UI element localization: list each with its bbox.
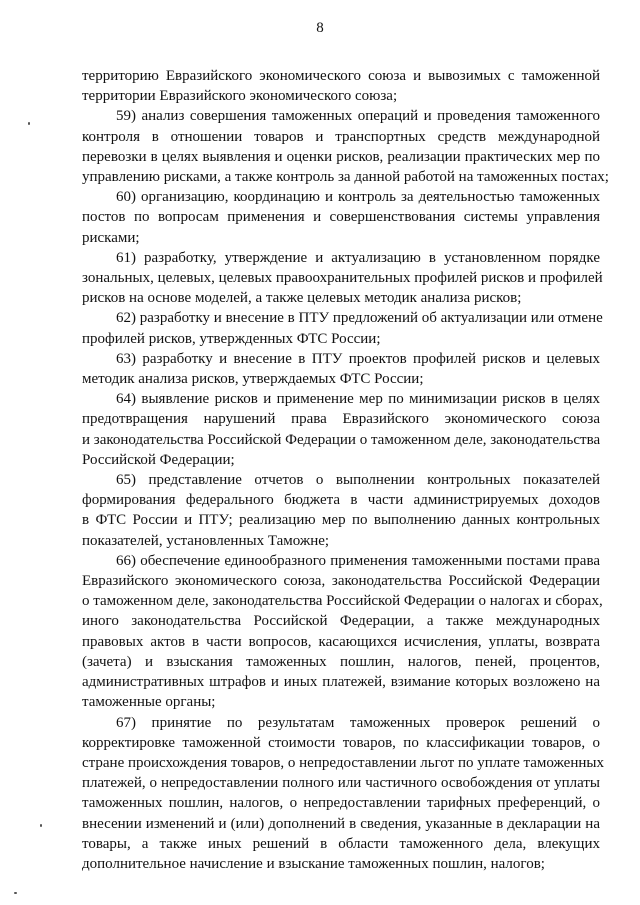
text-line: товары, а также иных решений в области таможенного дела, влекущих [82,835,600,852]
text-line: рисков на основе моделей, а также целевых методик анализа рисков; [82,290,522,307]
text-line: о таможенном деле, законодательства Российской Федерации о налогах и сборах, [82,593,603,610]
text-line: показателей, установленных Таможне; [82,532,330,549]
text-line: таможенных пошлин, налогов, о непредоставлении тарифных преференций, о [82,795,600,812]
text-line: 61) разработку, утверждение и актуализацию в установленном порядке [116,249,600,266]
text-line: профилей рисков, утвержденных ФТС России; [82,330,381,347]
text-line: контроля в отношении товаров и транспортных средств международной [82,128,600,145]
scan-mark [28,122,30,125]
text-line: 60) организацию, координацию и контроль за деятельностью таможенных [116,189,600,206]
document-body [82,66,609,874]
text-line: дополнительное начисление и взыскание таможенных пошлин, налогов; [82,855,545,872]
text-line: внесении изменений и (или) дополнений в сведения, указанные в декларации на [82,815,600,832]
paragraph [82,551,603,713]
paragraph [82,389,600,470]
text-line: 66) обеспечение единообразного применения таможенными постами права [116,552,600,569]
paragraph [82,187,600,248]
text-line: Евразийского экономического союза, законодательства Российской Федерации [82,573,600,590]
paragraph [82,248,603,309]
text-line: 67) принятие по результатам таможенных проверок решений о [116,714,600,731]
text-line: правовых актов в части вопросов, касающихся исчисления, уплаты, возврата [82,633,600,650]
paragraph [82,470,600,551]
scan-mark [14,892,17,894]
text-line: Российской Федерации; [82,451,235,468]
text-line: 65) представление отчетов о выполнении контрольных показателей [116,472,600,489]
text-line: 64) выявление рисков и применение мер по минимизации рисков в целях [116,391,600,408]
paragraph [82,106,609,187]
paragraph [82,349,600,389]
paragraph [82,66,600,106]
text-line: в ФТС России и ПТУ; реализацию мер по выполнению данных контрольных [82,512,600,529]
text-line: 59) анализ совершения таможенных операций и проведения таможенного [116,108,600,125]
scan-mark [40,824,42,827]
text-line: рисками; [82,229,140,246]
text-line: методик анализа рисков, утверждаемых ФТС России; [82,371,424,388]
text-line: предотвращения нарушений права Евразийского экономического союза [82,411,600,428]
text-line: иного законодательства Российской Федерации, а также международных [82,613,600,630]
text-line: перевозки в целях выявления и оценки рисков, реализации практических мер по [82,148,600,165]
text-line: корректировке таможенной стоимости товаров, по классификации товаров, о [82,734,600,751]
text-line: постов по вопросам применения и совершенствования системы управления [82,209,600,226]
text-line: 62) разработку и внесение в ПТУ предложений об актуализации или отмене [116,310,603,327]
text-line: зональных, целевых, целевых правоохранительных профилей рисков и профилей [82,270,603,287]
text-line: платежей, о непредоставлении полного или частичного освобождения от уплаты [82,775,600,792]
text-line: (зачета) и взыскания таможенных пошлин, налогов, пеней, процентов, [82,653,600,670]
paragraph [82,308,603,348]
text-line: и законодательства Российской Федерации о таможенном деле, законодательства [82,431,601,448]
text-line: формирования федерального бюджета в части администрируемых доходов [82,492,600,509]
text-line: административных штрафов и иных платежей, взимание которых возложено на [82,674,600,691]
text-line: управлению рисками, а также контроль за данной работой на таможенных постах; [82,169,609,186]
paragraph [82,713,604,875]
text-line: территорию Евразийского экономического союза и вывозимых с таможенной [82,68,600,84]
text-line: стране происхождения товаров, о непредоставлении льгот по уплате таможенных [82,754,604,771]
text-line: таможенные органы; [82,694,216,711]
text-line: территории Евразийского экономического союза; [82,88,398,105]
text-line: 63) разработку и внесение в ПТУ проектов профилей рисков и целевых [116,350,600,367]
page-number: 8 [316,20,324,36]
